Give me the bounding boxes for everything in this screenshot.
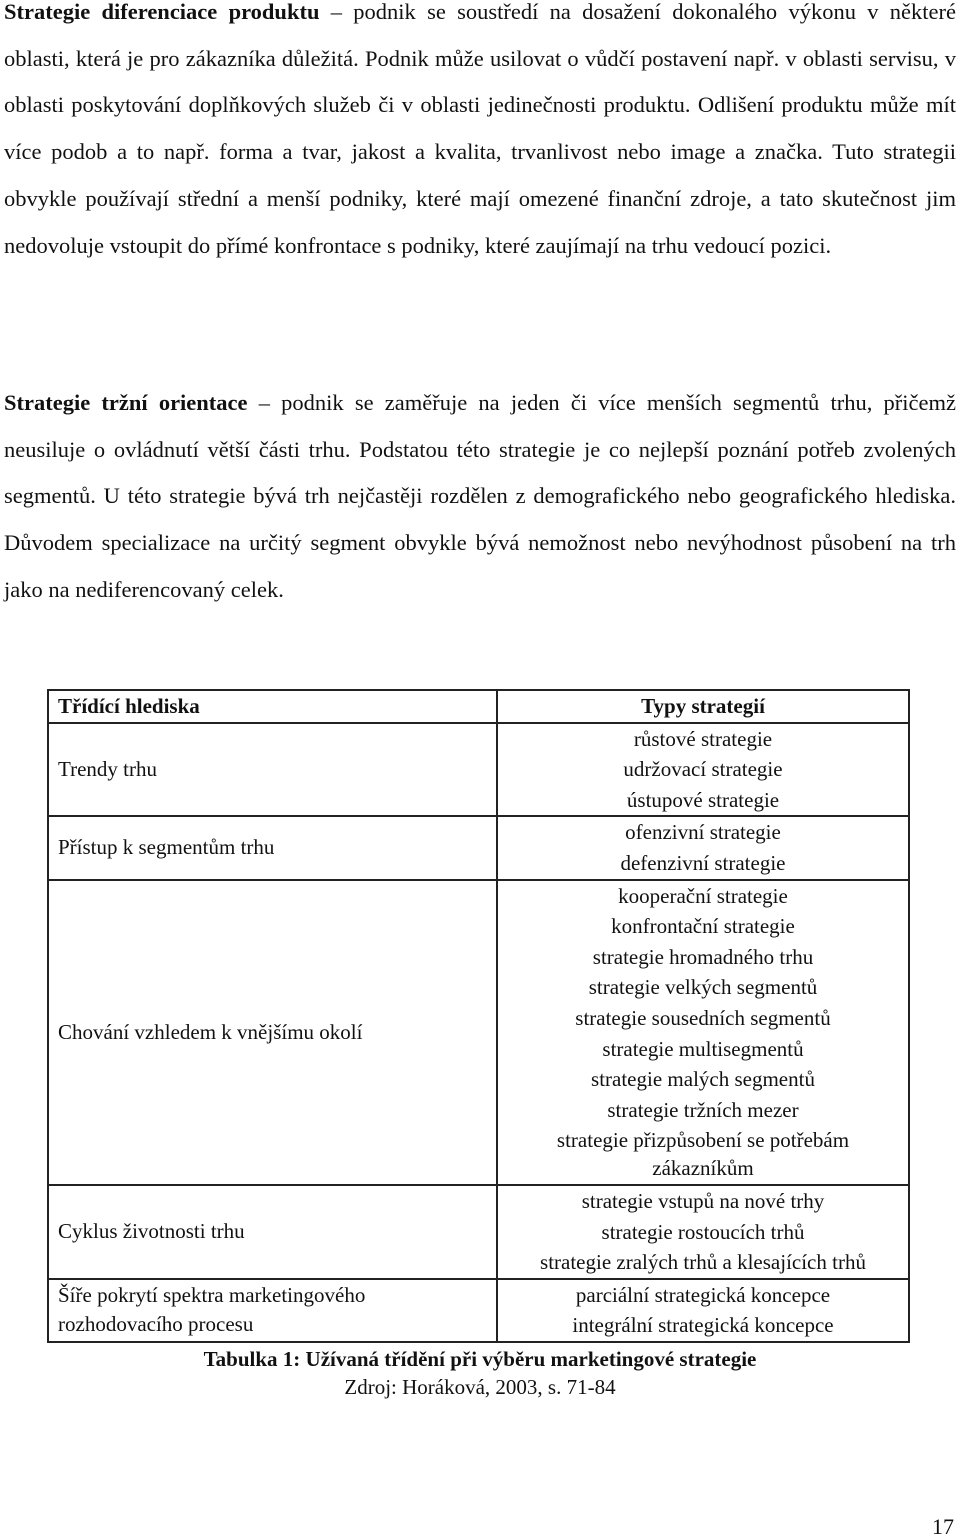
strategy-item: konfrontační strategie	[611, 914, 795, 939]
strategies-cell	[497, 1279, 909, 1342]
strategy-item: udržovací strategie	[623, 757, 783, 782]
paragraph-differentiation	[4, 0, 956, 269]
table-header-row	[48, 690, 909, 723]
table-row	[48, 723, 909, 817]
strategies-cell	[497, 723, 909, 817]
table-row	[48, 880, 909, 1185]
criterion-cell: Šíře pokrytí spektra marketingového rozhodovacího procesu	[48, 1279, 497, 1342]
strategy-item: strategie přizpůsobení se potřebám	[556, 1128, 850, 1153]
strategy-item: strategie zralých trhů a klesajících trhů	[540, 1250, 866, 1275]
table-caption: Tabulka 1: Užívaná třídění při výběru marketingové strategie	[203, 1347, 757, 1371]
table-row	[48, 816, 909, 879]
criterion-cell: Přístup k segmentům trhu	[48, 816, 497, 879]
paragraph-body: – podnik se soustředí na dosažení dokonalého výkonu v některé oblasti, která je pro zákazníka důležitá. Podnik může usilovat o vůdčí postavení např. v oblasti servisu, v oblasti poskytování doplňkových služeb či v oblasti jedinečnosti produktu. Odlišení produktu může mít více podob a to např. forma a tvar, jakost a kvalita, trvanlivost nebo image a značka. Tuto strategii obvykle používají střední a menší podniky, které mají omezené finanční zdroje, a tato skutečnost jim nedovoluje vstoupit do přímé konfrontace s podniky, které zaujímají na trhu vedoucí pozici.	[4, 0, 956, 258]
paragraph-lead: Strategie tržní orientace	[4, 390, 248, 415]
strategies-cell	[497, 1185, 909, 1279]
strategy-item: růstové strategie	[633, 726, 773, 751]
strategy-item: strategie vstupů na nové trhy	[581, 1188, 825, 1213]
strategy-item: zákazníkům	[652, 1155, 754, 1180]
criterion-cell: Chování vzhledem k vnějšímu okolí	[48, 880, 497, 1185]
table-header-criteria: Třídící hlediska	[48, 690, 497, 723]
strategies-cell	[497, 880, 909, 1185]
table-row	[48, 1185, 909, 1279]
criterion-cell: Cyklus životnosti trhu	[48, 1185, 497, 1279]
strategy-item: defenzivní strategie	[620, 850, 786, 875]
strategy-table	[47, 689, 910, 1343]
table-header-types: Typy strategií	[497, 690, 909, 723]
page-number: 17	[932, 1514, 954, 1539]
table-source: Zdroj: Horáková, 2003, s. 71-84	[344, 1375, 616, 1399]
strategy-item: integrální strategická koncepce	[572, 1313, 834, 1338]
strategy-item: strategie hromadného trhu	[592, 944, 814, 969]
strategy-item: strategie tržních mezer	[607, 1097, 799, 1122]
paragraph-lead: Strategie diferenciace produktu	[4, 0, 320, 24]
strategy-item: strategie multisegmentů	[602, 1036, 804, 1061]
strategy-item: kooperační strategie	[618, 883, 788, 908]
strategy-item: parciální strategická koncepce	[575, 1282, 831, 1307]
strategy-item: strategie sousedních segmentů	[575, 1005, 831, 1030]
strategies-cell	[497, 816, 909, 879]
strategy-item: strategie velkých segmentů	[588, 975, 818, 1000]
strategy-item: strategie malých segmentů	[591, 1067, 815, 1092]
table-row	[48, 1279, 909, 1342]
criterion-cell: Trendy trhu	[48, 723, 497, 817]
strategy-item: ofenzivní strategie	[625, 820, 781, 845]
strategy-item: strategie rostoucích trhů	[601, 1219, 805, 1244]
paragraph-body: – podnik se zaměřuje na jeden či více menších segmentů trhu, přičemž neusiluje o ovládnutí větší části trhu. Podstatou této strategie je co nejlepší poznání potřeb zvolených segmentů. U této strategie bývá trh nejčastěji rozdělen z demografického nebo geografického hlediska. Důvodem specializace na určitý segment obvykle bývá nemožnost nebo nevýhodnost působení na trh jako na nediferencovaný celek.	[4, 390, 956, 602]
paragraph-market-orientation	[4, 380, 956, 614]
strategy-item: ústupové strategie	[626, 787, 780, 812]
